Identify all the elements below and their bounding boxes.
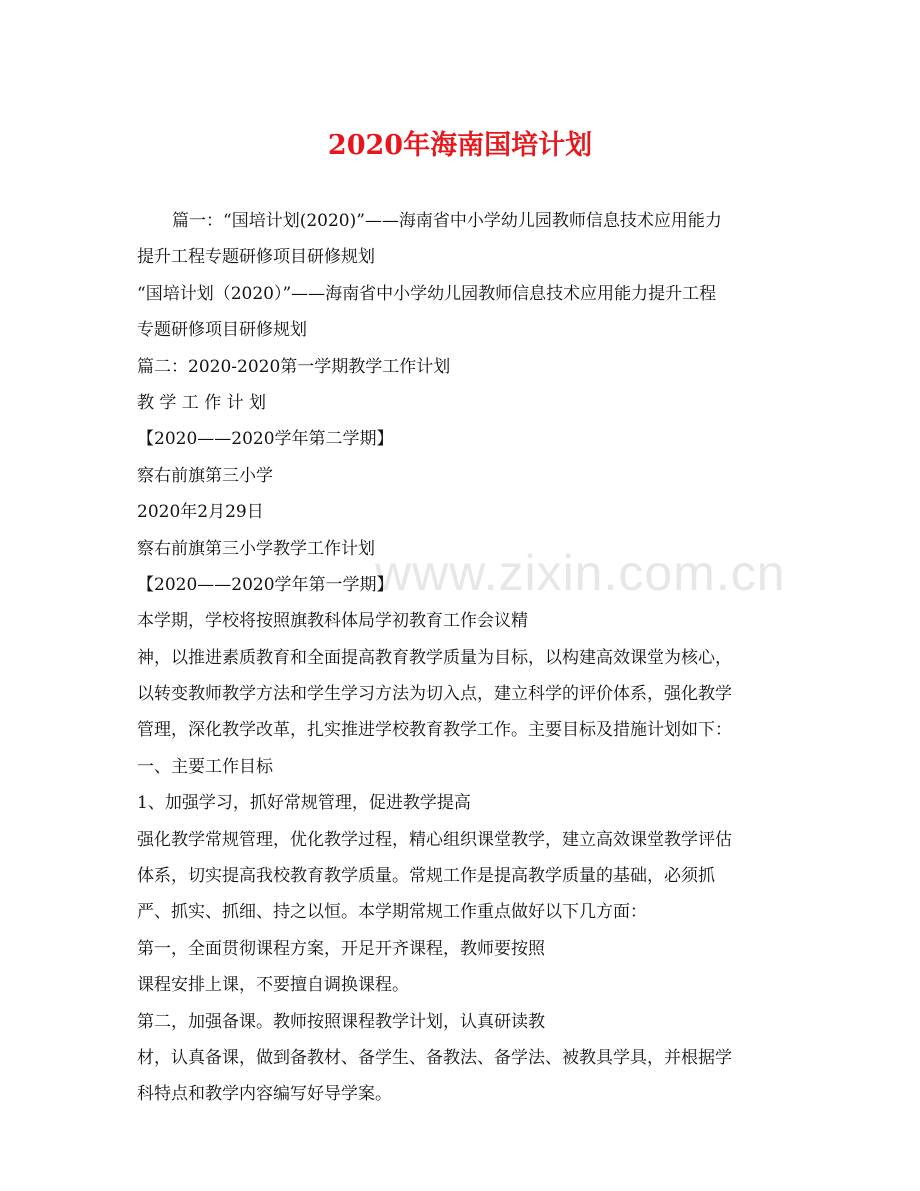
text-line: 【2020——2020学年第一学期】 <box>137 574 394 595</box>
text-line: 材，认真备课，做到备教材、备学生、备教法、备学法、被教具学具，并根据学 <box>137 1047 732 1068</box>
document-body <box>137 203 787 1113</box>
text-line: “国培计划（2020）”——海南省中小学幼儿园教师信息技术应用能力提升工程 <box>137 283 717 304</box>
text-line: 第一，全面贯彻课程方案，开足开齐课程，教师要按照 <box>137 938 545 959</box>
text-line: 体系，切实提高我校教育教学质量。常规工作是提高教学质量的基础，必须抓 <box>137 866 715 887</box>
text-line: 管理，深化教学改革，扎实推进学校教育教学工作。主要目标及措施计划如下： <box>137 720 732 741</box>
text-line: 2020年2月29日 <box>137 502 264 523</box>
text-line: 强化教学常规管理，优化教学过程，精心组织课堂教学，建立高效课堂教学评估 <box>137 829 732 850</box>
text-line: 严、抓实、抓细、持之以恒。本学期常规工作重点做好以下几方面： <box>137 902 647 923</box>
text-line: 神，以推进素质教育和全面提高教育教学质量为目标，以构建高效课堂为核心， <box>137 647 732 668</box>
text-line: 教 学 工 作 计 划 <box>137 392 267 413</box>
text-line: 一、主要工作目标 <box>137 756 273 777</box>
text-line: 以转变教师教学方法和学生学习方法为切入点，建立科学的评价体系，强化教学 <box>137 684 732 705</box>
text-line: 科特点和教学内容编写好导学案。 <box>137 1084 392 1105</box>
text-line: 篇二：2020-2020第一学期教学工作计划 <box>137 356 451 377</box>
text-line: 专题研修项目研修规划 <box>137 320 307 341</box>
text-line: 第二，加强备课。教师按照课程教学计划，认真研读教 <box>137 1011 545 1032</box>
text-line: 提升工程专题研修项目研修规划 <box>137 247 375 268</box>
text-line: 察右前旗第三小学 <box>137 465 273 486</box>
text-line: 本学期，学校将按照旗教科体局学初教育工作会议精 <box>137 611 528 632</box>
text-line: 察右前旗第三小学教学工作计划 <box>137 538 375 559</box>
text-line: 【2020——2020学年第二学期】 <box>137 429 394 450</box>
text-line: 课程安排上课，不要擅自调换课程。 <box>137 975 409 996</box>
page-title: 2020年海南国培计划 <box>327 130 593 161</box>
text-line: 篇一：“国培计划(2020)”——海南省中小学幼儿园教师信息技术应用能力 <box>172 211 722 231</box>
watermark: www.zixin.com.cn <box>375 545 786 601</box>
text-line: 1、加强学习，抓好常规管理，促进教学提高 <box>137 793 471 814</box>
